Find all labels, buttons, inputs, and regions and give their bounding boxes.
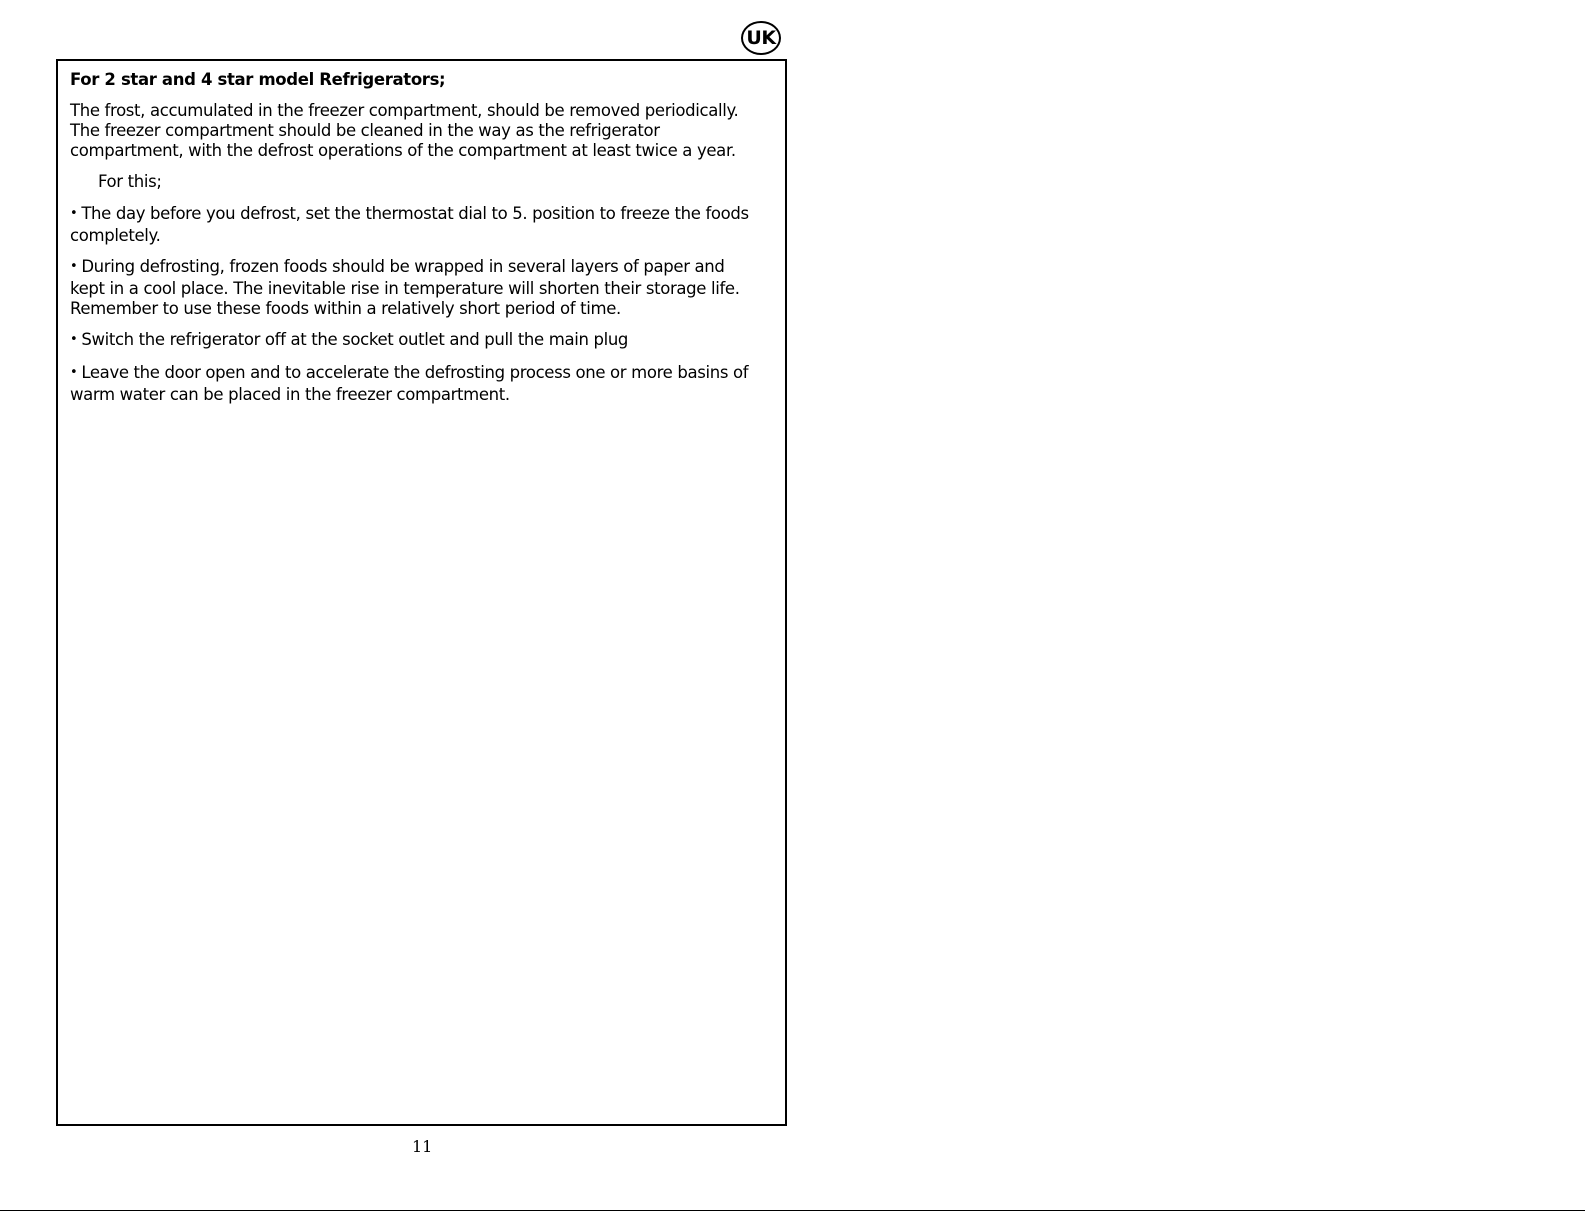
bullet-item	[70, 330, 755, 352]
bullet-text: Leave the door open and to accelerate the defrosting process one or more basins of warm water can be placed in the freezer compartment.	[70, 363, 749, 404]
bullet-text: The day before you defrost, set the thermostat dial to 5. position to freeze the foods completely.	[70, 204, 749, 245]
bullet-text: During defrosting, frozen foods should be wrapped in several layers of paper and kept in a cool place. The inevitable rise in temperature will shorten their storage life. Remember to use these foods within a relatively short period of time.	[70, 257, 740, 318]
language-badge: UK	[741, 21, 781, 55]
bullet-icon: •	[70, 206, 78, 221]
for-this-label: For this;	[98, 172, 162, 191]
bottom-divider	[0, 1210, 1585, 1211]
bullet-text: Switch the refrigerator off at the socket outlet and pull the main plug	[81, 330, 629, 349]
bullet-item	[70, 363, 755, 405]
section-heading: For 2 star and 4 star model Refrigerators;	[70, 70, 446, 89]
bullet-icon: •	[70, 365, 78, 380]
bullet-item	[70, 257, 755, 319]
bullet-item	[70, 204, 755, 246]
page-number: 11	[412, 1137, 433, 1156]
bullet-icon: •	[70, 332, 78, 347]
content-frame	[56, 59, 787, 1126]
intro-paragraph: The frost, accumulated in the freezer compartment, should be removed periodically. The freezer compartment should be cleaned in the way as the refrigerator compartment, with the defrost operations of the compartment at least twice a year.	[70, 101, 739, 160]
bullet-icon: •	[70, 259, 78, 274]
